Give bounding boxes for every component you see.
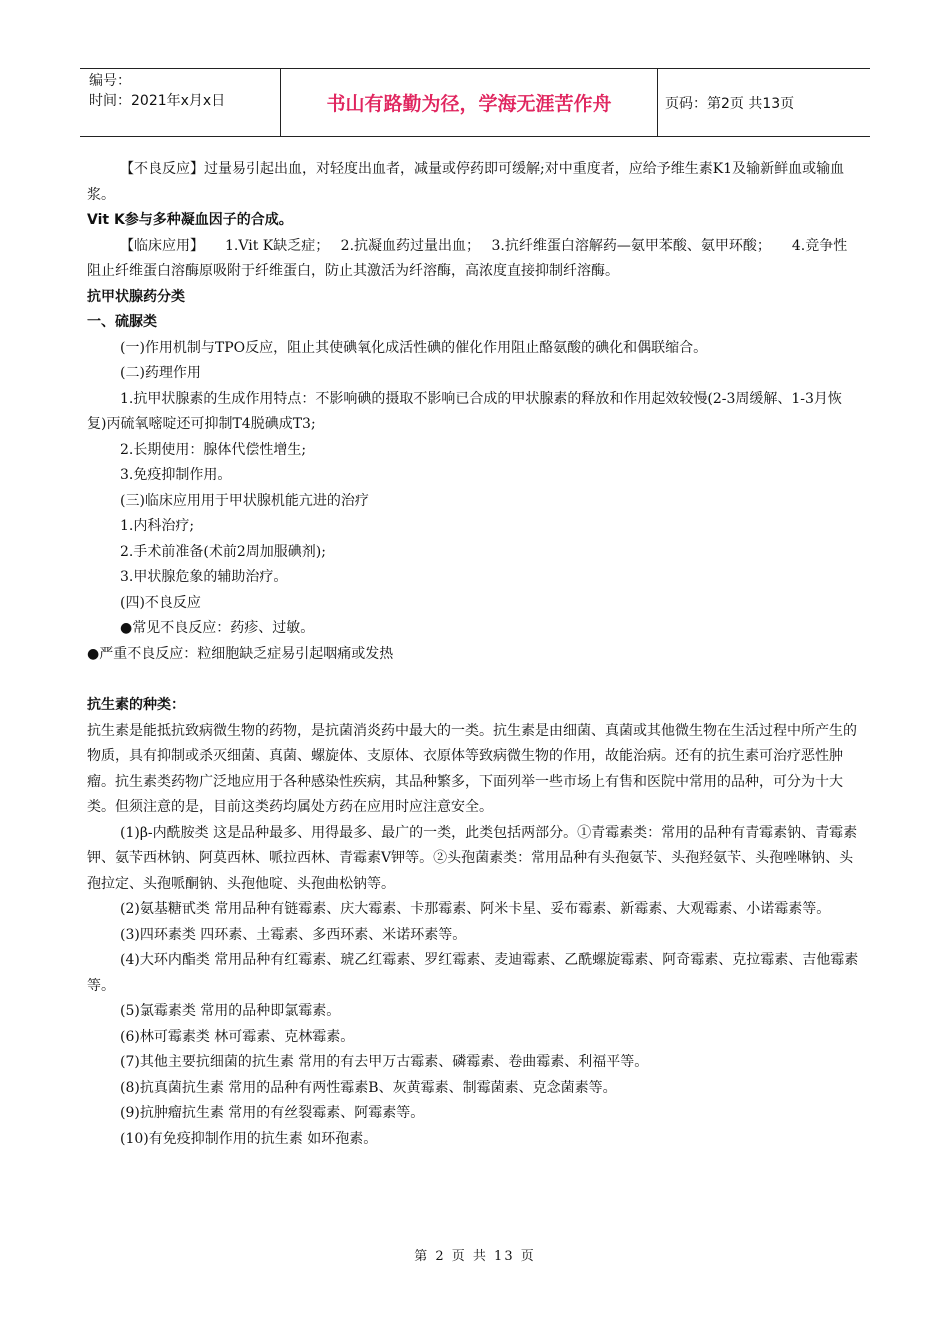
paragraph-clinical-1: 1.内科治疗;: [120, 518, 195, 534]
paragraph-pharmacology-2: 2.长期使用：腺体代偿性增生;: [120, 441, 307, 458]
paragraph-common-adverse: ●常见不良反应：药疹、过敏。: [120, 620, 315, 636]
paragraph-antibiotics-intro: 抗生素是能抵抗致病微生物的药物，是抗菌消炎药中最大的一类。抗生素是由细菌、真菌或其他微生物在生活过程中所产生的物质，具有抑制或杀灭细菌、真菌、螺旋体、支原体、衣原体等致病微生物的作用，故能治病。还有的抗生素可治疗恶性肿瘤。抗生素类药物广泛地应用于各种感染性疾病，其品种繁多，下面列举一些市场上有售和医院中常用的品种，可分为十大类。但须注意的是，目前这类药均属处方药在应用时应注意安全。: [87, 722, 857, 815]
section-heading-antithyroid: 抗甲状腺药分类: [87, 288, 185, 305]
list-item-antibiotic-9: (9)抗肿瘤抗生素 常用的有丝裂霉素、阿霉素等。: [120, 1105, 425, 1121]
list-item-antibiotic-8: (8)抗真菌抗生素 常用的品种有两性霉素B、灰黄霉素、制霉菌素、克念菌素等。: [120, 1079, 617, 1096]
paragraph-pharmacology-title: (二)药理作用: [120, 365, 201, 381]
list-item-antibiotic-6: (6)林可霉素类 林可霉素、克林霉素。: [120, 1028, 355, 1045]
subheading-thiourea: 一、硫脲类: [87, 314, 157, 330]
paragraph-severe-adverse: ●严重不良反应：粒细胞缺乏症易引起咽痛或发热: [87, 645, 394, 662]
list-item-antibiotic-4: (4)大环内酯类 常用品种有红霉素、琥乙红霉素、罗红霉素、麦迪霉素、乙酰螺旋霉素、阿奇霉素、克拉霉素、吉他霉素等。: [87, 952, 859, 994]
header-meta-cell: [80, 69, 281, 136]
document-body: [87, 157, 859, 1152]
paragraph-adverse-reactions: 【不良反应】过量易引起出血，对轻度出血者，减量或停药即可缓解;对中重度者，应给予维生素K1及输新鲜血或输血浆。: [87, 161, 845, 203]
list-item-antibiotic-10: (10)有免疫抑制作用的抗生素 如环孢素。: [120, 1130, 378, 1147]
page-footer: 第 2 页 共 13 页: [414, 1249, 536, 1264]
paragraph-mechanism: (一)作用机制与TPO反应，阻止其使碘氧化成活性碘的催化作用阻止酪氨酸的碘化和偶联缩合。: [120, 339, 708, 356]
list-item-antibiotic-5: (5)氯霉素类 常用的品种即氯霉素。: [120, 1003, 341, 1019]
paragraph-pharmacology-1: 1.抗甲状腺素的生成作用特点：不影响碘的摄取不影响已合成的甲状腺素的释放和作用起效较慢(2-3周缓解、1-3月恢复)丙硫氧嘧啶还可抑制T4脱碘成T3;: [87, 390, 842, 432]
paragraph-adverse-title: (四)不良反应: [120, 594, 201, 611]
list-item-antibiotic-1: (1)β-内酰胺类 这是品种最多、用得最多、最广的一类，此类包括两部分。①青霉素类：常用的品种有青霉素钠、青霉素钾、氨苄西林钠、阿莫西林、哌拉西林、青霉素V钾等。②头孢菌素类：常用品种有头孢氨苄、头孢羟氨苄、头孢唑啉钠、头孢拉定、头孢哌酮钠、头孢他啶、头孢曲松钠等。: [87, 824, 858, 892]
vitk-statement: Vit K参与多种凝血因子的合成。: [87, 212, 293, 228]
spacer: [87, 667, 859, 693]
paragraph-pharmacology-3: 3.免疫抑制作用。: [120, 467, 232, 483]
list-item-antibiotic-3: (3)四环素类 四环素、土霉素、多西环素、米诺环素等。: [120, 926, 467, 943]
document-date: 时间：2021年x月x日: [89, 93, 226, 109]
list-item-antibiotic-7: (7)其他主要抗细菌的抗生素 常用的有去甲万古霉素、磷霉素、卷曲霉素、利福平等。: [120, 1054, 649, 1070]
document-number-label: 编号：: [89, 73, 131, 89]
paragraph-clinical-2: 2.手术前准备(术前2周加服碘剂);: [120, 543, 326, 560]
paragraph-clinical-use: 【临床应用】 1.Vit K缺乏症； 2.抗凝血药过量出血； 3.抗纤维蛋白溶解药—氨甲苯酸、氨甲环酸； 4.竞争性阻止纤维蛋白溶酶原吸附于纤维蛋白，防止其激活为纤溶酶，高浓度直接抑制纤溶酶。: [87, 237, 848, 279]
header-page-info: 页码：第2页 共13页: [665, 95, 795, 112]
page-header: [80, 68, 870, 137]
list-item-antibiotic-2: (2)氨基糖甙类 常用品种有链霉素、庆大霉素、卡那霉素、阿米卡星、妥布霉素、新霉素、大观霉素、小诺霉素等。: [120, 901, 831, 917]
paragraph-clinical-title: (三)临床应用用于甲状腺机能亢进的治疗: [120, 492, 369, 509]
section-heading-antibiotics: 抗生素的种类：: [87, 697, 185, 713]
header-motto: 书山有路勤为径，学海无涯苦作舟: [281, 69, 658, 136]
paragraph-clinical-3: 3.甲状腺危象的辅助治疗。: [120, 569, 288, 585]
